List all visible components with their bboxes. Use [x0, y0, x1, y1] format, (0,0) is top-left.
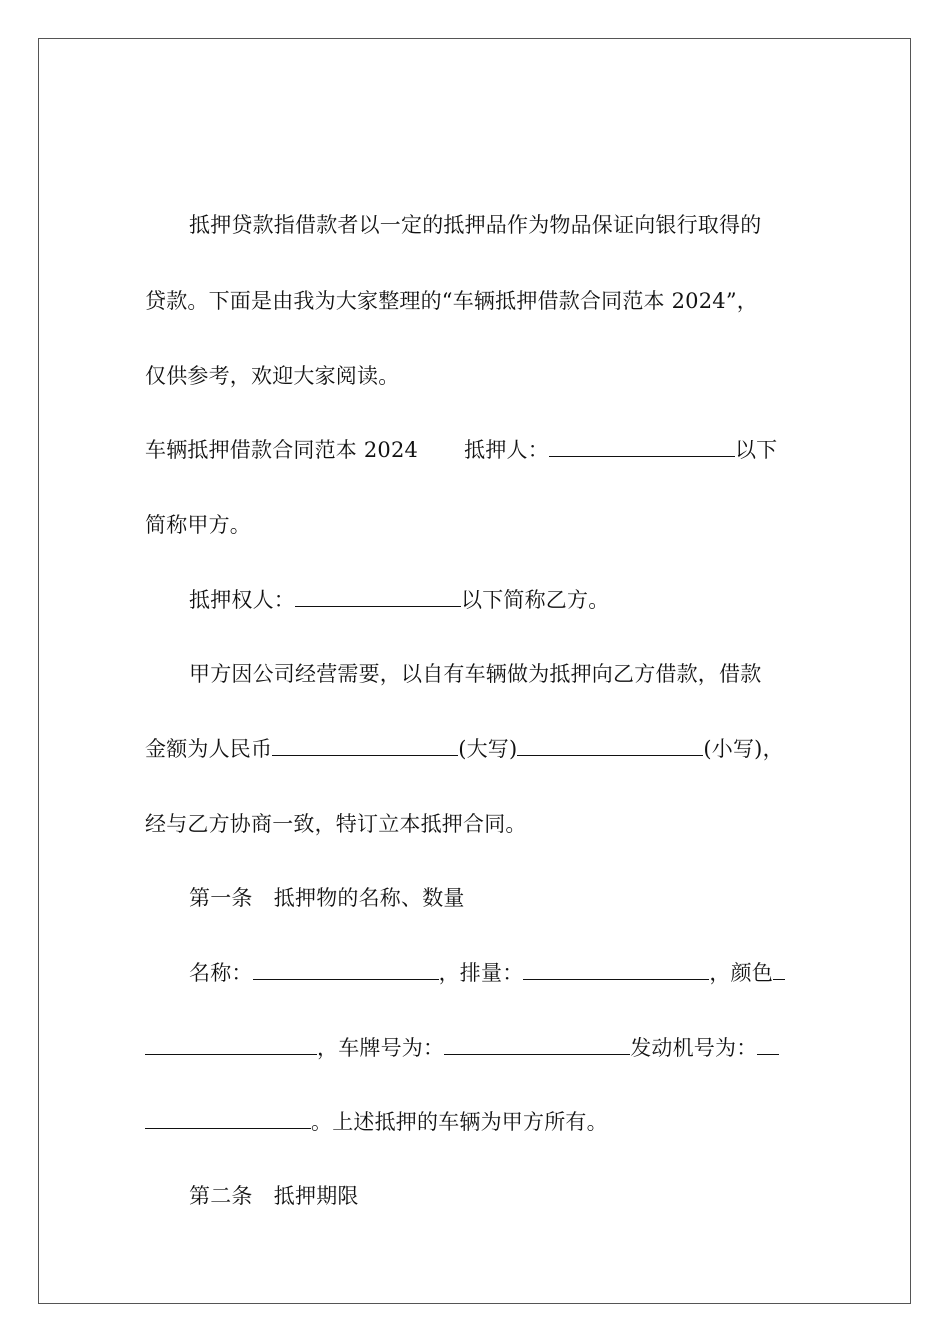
- purpose-text: 甲方因公司经营需要，以自有车辆做为抵押向乙方借款，借款: [189, 662, 762, 686]
- mortgagee-blank[interactable]: [295, 586, 461, 607]
- article-1-heading: [189, 884, 465, 912]
- color-label: ，颜色: [709, 961, 774, 985]
- vehicle-name-label: 名称：: [189, 961, 253, 985]
- amount-line: [145, 735, 784, 763]
- amount-lower-blank[interactable]: [517, 735, 703, 756]
- plate-label: ，车牌号为：: [317, 1036, 445, 1060]
- mortgagor-blank[interactable]: [549, 436, 735, 457]
- mortgagor-label: 抵押人：: [464, 438, 549, 462]
- mortgagor-suffix: 以下: [734, 438, 778, 462]
- intro-paragraph-line-3: [145, 362, 399, 390]
- purpose-line-1: [189, 660, 761, 688]
- mortgagee-line: [189, 586, 609, 614]
- vehicle-info-line-1: [189, 959, 785, 987]
- intro-paragraph-line-2: [145, 287, 758, 315]
- amount-label: 金额为人民币: [145, 737, 273, 761]
- article-heading: 第一条 抵押物的名称、数量: [189, 886, 465, 910]
- displacement-label: ，排量：: [438, 961, 524, 985]
- engine-blank-start[interactable]: [757, 1034, 779, 1055]
- amount-lower-label: (小写)，: [703, 737, 784, 761]
- color-blank[interactable]: [145, 1034, 317, 1055]
- party-a-continuation: [145, 511, 251, 539]
- purpose-line-3: [145, 810, 527, 838]
- ownership-statement: 。上述抵押的车辆为甲方所有。: [311, 1110, 608, 1134]
- intro-paragraph-line-1: [189, 211, 761, 239]
- intro-text: 仅供参考，欢迎大家阅读。: [145, 364, 400, 388]
- engine-blank[interactable]: [145, 1108, 311, 1129]
- vehicle-info-line-2: [145, 1034, 779, 1062]
- article-heading: 第二条 抵押期限: [189, 1184, 359, 1208]
- contract-title-line: [145, 436, 777, 464]
- mortgagee-label: 抵押权人：: [189, 588, 295, 612]
- color-blank-start[interactable]: [773, 959, 785, 980]
- displacement-blank[interactable]: [523, 959, 709, 980]
- party-a-text: 简称甲方。: [145, 513, 251, 537]
- intro-text: 贷款。下面是由我为大家整理的“车辆抵押借款合同范本 2024”，: [145, 289, 758, 313]
- vehicle-name-blank[interactable]: [253, 959, 439, 980]
- vehicle-info-line-3: [145, 1108, 608, 1136]
- amount-upper-label: (大写): [458, 737, 518, 761]
- purpose-text: 经与乙方协商一致，特订立本抵押合同。: [145, 812, 527, 836]
- engine-label: 发动机号为：: [630, 1036, 758, 1060]
- mortgagee-suffix: 以下简称乙方。: [461, 588, 610, 612]
- intro-text: 抵押贷款指借款者以一定的抵押品作为物品保证向银行取得的: [189, 213, 762, 237]
- plate-blank[interactable]: [444, 1034, 630, 1055]
- amount-upper-blank[interactable]: [272, 735, 458, 756]
- contract-title: 车辆抵押借款合同范本 2024: [145, 438, 419, 462]
- article-2-heading: [189, 1182, 359, 1210]
